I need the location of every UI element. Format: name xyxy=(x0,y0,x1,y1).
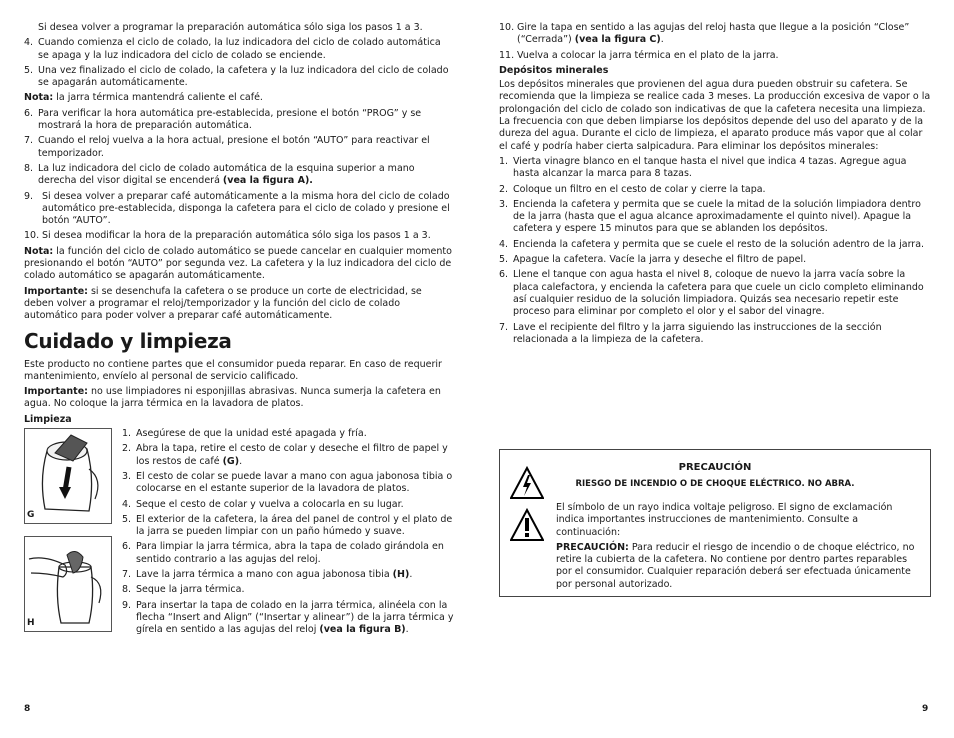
cleaning-steps xyxy=(122,428,454,644)
figure-g xyxy=(24,428,112,524)
list-item: 2. Abra la tapa, retire el cesto de colar y deseche el filtro de papel y los restos de café (G). xyxy=(122,443,448,467)
figures xyxy=(24,428,116,644)
caution-subtitle: RIESGO DE INCENDIO O DE CHOQUE ELÉCTRICO. NO ABRA. xyxy=(575,479,855,489)
list-item: 6. Llene el tanque con agua hasta el nivel 8, coloque de nuevo la jarra vacía sobre la placa calefactora, y encienda la cafetera para que cuele un ciclo completo eliminando así cualquier residuo de la solución limpiadora. Quizás sea necesario repetir este proceso para eliminar por completo el olor y el sabor del vinagre. xyxy=(499,269,924,318)
important-power-outage: Importante: si se desenchufa la cafetera o se produce un corte de electricidad, se deben volver a programar el reloj/temporizador y la función del ciclo de colado automático para poder volver a preparar café automáticamente. xyxy=(24,285,422,322)
figure-h xyxy=(24,536,112,632)
list-item: 8. La luz indicadora del ciclo de colado automática de la esquina superior a mano derecha del visor digital se encenderá (vea la figura A). xyxy=(24,162,415,187)
list-item: Si desea volver a programar la preparación automática sólo siga los pasos 1 a 3. xyxy=(38,22,423,33)
caution-box xyxy=(499,449,931,597)
list-item: 10. Si desea modificar la hora de la preparación automática sólo siga los pasos 1 a 3. xyxy=(24,230,431,242)
subheading-mineral-deposits: Depósitos minerales xyxy=(499,64,609,76)
list-item: 4. Encienda la cafetera y permita que se cuele el resto de la solución adentro de la jarra. xyxy=(499,238,925,250)
lightning-warning-icon xyxy=(510,466,544,500)
section-heading-care-cleaning: Cuidado y limpieza xyxy=(24,328,232,353)
figure-label: G xyxy=(27,509,35,520)
list-item: 2. Coloque un filtro en el cesto de colar y cierre la tapa. xyxy=(499,183,766,195)
mineral-deposits-paragraph: Los depósitos minerales que provienen del agua dura pueden obstruir su cafetera. Se recomienda que la limpieza se realice cada 3 meses. La producción excesiva de vapor o la prolongación del ciclo de colado son indicativas de que la cafetera necesita una limpieza. La frecuencia con que deben limpiarse los depósitos depende del uso del aparato y de la dureza del agua. Durante el ciclo de limpieza, el aparato produce más vapor que al colar el café y podría haber cierta salpicadura. Para eliminar los depósitos minerales: xyxy=(499,79,931,152)
list-item: 5. El exterior de la cafetera, la área del panel de control y el plato de la jarra se pueden limpiar con un paño húmedo y suave. xyxy=(122,513,453,538)
list-item: 7. Lave el recipiente del filtro y la jarra siguiendo las instrucciones de la sección relacionada a la limpieza de la cafetera. xyxy=(499,321,882,345)
list-item: 6. Para limpiar la jarra térmica, abra la tapa de colado girándola en sentido contrario a las agujas del reloj. xyxy=(122,541,444,565)
list-item: 3. El cesto de colar se puede lavar a mano con agua jabonosa tibia o colocarse en el estante superior de la lavadora de platos. xyxy=(122,470,453,495)
left-page-column xyxy=(24,22,454,644)
exclamation-warning-icon xyxy=(510,508,544,542)
list-item: 4. Seque el cesto de colar y vuelva a colocarla en su lugar. xyxy=(122,498,404,510)
list-item: 9. Si desea volver a preparar café automáticamente a la misma hora del ciclo de colado automático pre-establecida, disponga la cafetera para el ciclo de colado y presione el botón “AUTO”. xyxy=(24,190,450,227)
list-item: 8. Seque la jarra térmica. xyxy=(122,584,245,596)
list-item: 5. Una vez finalizado el ciclo de colado, la cafetera y la luz indicadora del ciclo de colado se apagarán automáticamente. xyxy=(24,64,449,89)
figure-label: H xyxy=(27,617,35,628)
list-item: 7. Cuando el reloj vuelva a la hora actual, presione el botón “AUTO” para reactivar el temporizador. xyxy=(24,135,430,159)
list-item: 1. Vierta vinagre blanco en el tanque hasta el nivel que indica 4 tazas. Agregue agua hasta alcanzar la marca para 8 tazas. xyxy=(499,155,907,180)
page-number-left: 8 xyxy=(24,704,31,714)
list-item: 3. Encienda la cafetera y permita que se cuele la mitad de la solución limpiadora dentro de la jarra (hasta que el agua alcance aproximadamente el quinto nivel). Apague la cafetera y espere 15 minutos para que se ablanden los depósitos. xyxy=(499,198,921,235)
list-item: 7. Lave la jarra térmica a mano con agua jabonosa tibia (H). xyxy=(122,568,413,580)
list-item: 6. Para verificar la hora automática pre-establecida, presione el botón “PROG” y se mostrará la hora de preparación automática. xyxy=(24,107,422,132)
caution-title: PRECAUCIÓN xyxy=(678,462,752,473)
important-no-abrasives: Importante: no use limpiadores ni esponjillas abrasivas. Nunca sumerja la cafetera en agua. No coloque la jarra térmica en la lavadora de platos. xyxy=(24,386,441,410)
cleaning-section xyxy=(24,428,454,644)
right-page-column xyxy=(499,22,931,349)
list-item: 10. Gire la tapa en sentido a las agujas del reloj hasta que llegue a la posición “Close” (“Cerrada”) (vea la figura C). xyxy=(499,22,910,46)
hand-washing-carafe-icon xyxy=(25,537,111,631)
note-thermal-carafe: Nota: la jarra térmica mantendrá caliente el café. xyxy=(24,92,263,104)
list-item: 5. Apague la cafetera. Vacíe la jarra y deseche el filtro de papel. xyxy=(499,254,807,266)
caution-symbols-paragraph: El símbolo de un rayo indica voltaje peligroso. El signo de exclamación indica importantes instrucciones de mantenimiento. Consulte a continuación: xyxy=(556,502,893,538)
descaling-steps xyxy=(499,156,931,346)
note-auto-cancel: Nota: la función del ciclo de colado automático se puede cancelar en cualquier momento presionando el botón “AUTO” por segunda vez. La cafetera y la luz indicadora del ciclo de colado automático se apagarán automáticamente. xyxy=(24,245,452,282)
intro-paragraph: Este producto no contiene partes que el consumidor pueda reparar. En caso de requerir mantenimiento, envíelo al personal de servicio calificado. xyxy=(24,358,442,382)
list-item: 9. Para insertar la tapa de colado en la jarra térmica, alinéela con la flecha “Insert and Align” (“Insertar y alinear”) de la jarra térmica y gírela en sentido a las agujas del reloj (vea la figura B). xyxy=(122,599,454,636)
coffeemaker-basket-icon xyxy=(25,429,111,523)
caution-warning-paragraph: PRECAUCIÓN: Para reducir el riesgo de incendio o de choque eléctrico, no retire la cubierta de la cafetera. No contiene por dentro partes reparables por el consumidor. Cualquier reparación deberá ser efectuada únicamente por personal autorizado. xyxy=(556,541,915,590)
list-item: 11. Vuelva a colocar la jarra térmica en el plato de la jarra. xyxy=(499,49,779,61)
list-item: 1. Asegúrese de que la unidad esté apagada y fría. xyxy=(122,428,367,440)
subheading-cleaning: Limpieza xyxy=(24,413,72,425)
page-number-right: 9 xyxy=(922,704,929,714)
list-item: 4. Cuando comienza el ciclo de colado, la luz indicadora del ciclo de colado automática se apaga y la luz indicadora del ciclo de colado se enciende. xyxy=(24,37,441,61)
